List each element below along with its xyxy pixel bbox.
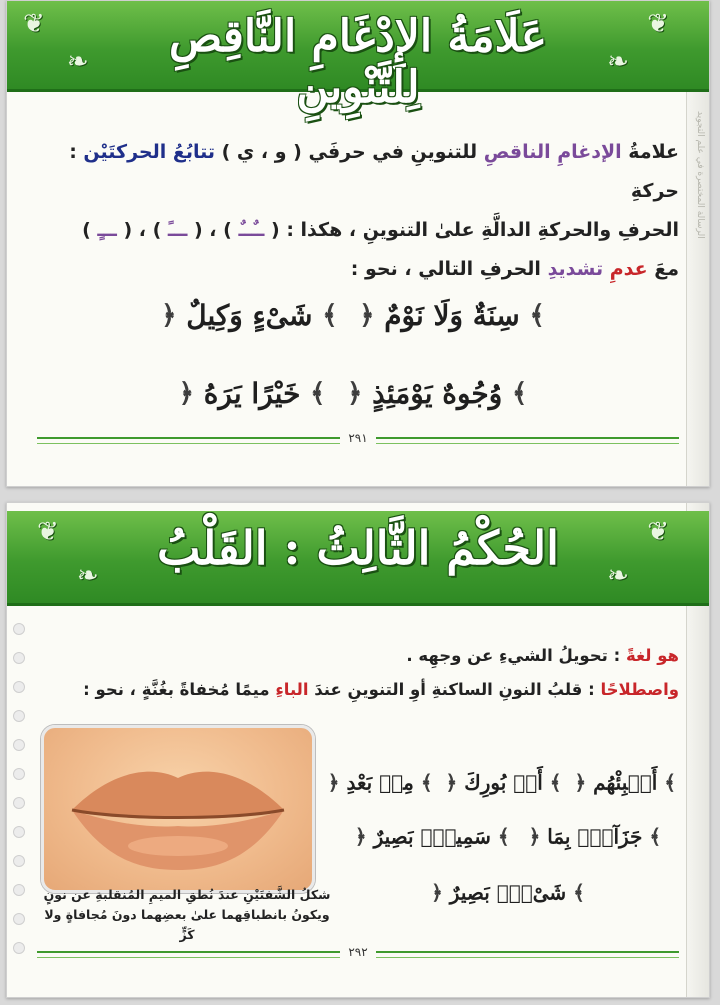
rule-line-3 (31, 250, 679, 289)
text-run: ميمًا مُخفاةً بغُنَّةٍ ، نحو : (83, 680, 276, 699)
close-bracket: ﴿ (327, 770, 340, 795)
side-strip-text: الرسالة المختصرة في علم التجويد (695, 111, 705, 239)
close-bracket: ﴿ (431, 880, 443, 905)
open-bracket: ﴾ (310, 378, 326, 409)
example-item (161, 297, 337, 332)
example-text: سِنَةٌ وَلَا نَوْمٌ (384, 299, 520, 332)
examples-row-3 (337, 879, 679, 905)
text-run: الحرفِ التالي ، نحو : (350, 258, 548, 280)
ornament-icon: ❧ (67, 47, 89, 77)
ornament-icon: ❦ (647, 9, 669, 39)
open-bracket: ﴾ (512, 378, 528, 409)
tanween-dammatain-sign: ــٌــٌ (238, 219, 265, 241)
binder-hole (13, 623, 25, 635)
page-title: عَلَامَةُ الإِدْغَامِ النَّاقِصِ لِلتَّنْوِينِ (168, 11, 548, 113)
close-bracket: ﴿ (574, 770, 587, 795)
image-caption (37, 885, 337, 945)
binder-hole (13, 739, 25, 751)
text-run: : حركةِ (69, 141, 679, 202)
example-text: أَنۢ بُورِكَ (464, 770, 543, 795)
close-bracket: ﴿ (178, 378, 194, 409)
close-bracket: ﴿ (354, 824, 367, 849)
example-item (347, 375, 527, 410)
term-adam: عدمِ (609, 258, 648, 280)
binder-hole (13, 855, 25, 867)
ornament-icon: ❧ (607, 561, 629, 591)
close-bracket: ﴿ (445, 770, 458, 795)
open-bracket: ﴾ (497, 824, 510, 849)
open-bracket: ﴾ (549, 770, 562, 795)
close-bracket: ﴿ (161, 300, 177, 331)
example-item (359, 297, 544, 332)
example-item (355, 823, 510, 849)
term-tatabu: تتابُعُ الحركتَيْن (83, 141, 215, 163)
example-text: وُجُوهٌ يَوْمَئِذٍ (372, 377, 503, 410)
example-text: جَزَآءًۢ بِمَا (547, 824, 643, 849)
rule-paragraph (31, 133, 679, 289)
term-idgham-naqis: الإدغامِ الناقصِ (483, 141, 622, 163)
page-title: الحُكْمُ الثَّالِثُ : القَلْبُ (157, 521, 559, 575)
tanween-kasratain-sign: ـــٍ (97, 219, 117, 241)
example-item (529, 823, 662, 849)
definition-line-1 (31, 639, 679, 673)
text-run: : قلبُ النونِ الساكنةِ أوِ التنوينِ عندَ (308, 680, 601, 699)
page-291 (6, 0, 710, 487)
example-item (446, 769, 562, 795)
definition-paragraph (31, 639, 679, 707)
ornament-icon: ❧ (77, 561, 99, 591)
definition-line-2 (31, 673, 679, 707)
binder-hole (13, 681, 25, 693)
binder-hole (13, 710, 25, 722)
examples-row-2 (337, 823, 679, 849)
page-number-text: ٢٩١ (340, 431, 375, 445)
examples-row-1 (327, 769, 679, 795)
text-run: ) ، ( (116, 219, 168, 241)
binder-holes (13, 623, 27, 971)
ornament-icon: ❧ (607, 47, 629, 77)
example-item (179, 375, 326, 410)
ornament-icon: ❦ (37, 517, 59, 547)
example-text: شَىْءٍ وَكِيلٌ (186, 299, 313, 332)
ornament-icon: ❦ (23, 9, 45, 39)
binder-hole (13, 652, 25, 664)
open-bracket: ﴾ (529, 300, 545, 331)
page-number (7, 945, 709, 959)
close-bracket: ﴿ (359, 300, 375, 331)
open-bracket: ﴾ (649, 824, 662, 849)
text-run: ) ، ( (187, 219, 239, 241)
text-run: للتنوينِ في حرفَي ( و ، ي ) (214, 141, 484, 163)
title-banner (7, 1, 709, 113)
page-292 (6, 502, 710, 998)
open-bracket: ﴾ (573, 880, 585, 905)
text-run: : تحويلُ الشيءِ عن وجهِه . (406, 646, 626, 665)
rule-line-2 (31, 211, 679, 250)
title-banner (7, 511, 709, 606)
text-run: علامةُ (621, 141, 679, 163)
ornament-icon: ❦ (647, 517, 669, 547)
caption-line: شكلُ الشَّفتَيْنِ عندَ نُطقِ الميمِ المُنقلبةِ عن نونٍ (43, 887, 331, 902)
example-text: أَنۢبِئْهُم (593, 770, 658, 795)
caption-line: ويكونُ بانطباقِهما علىٰ بعضِهما دونَ مُجافاةٍ ولا كَزٍّ (44, 907, 330, 942)
binder-hole (13, 797, 25, 809)
examples-row-2 (31, 375, 675, 410)
example-item (328, 769, 433, 795)
text-run: الحرفِ والحركةِ الدالَّةِ علىٰ التنوينِ ، هكذا : ( (264, 219, 679, 241)
example-text: مِنۢ بَعْدِ (346, 770, 414, 795)
text-run: معَ (647, 258, 679, 280)
term-istilahan: واصطلاحًا (600, 680, 679, 699)
tanween-fathatain-sign: ـــً (167, 219, 188, 241)
example-item (431, 879, 585, 905)
term-lughatan: هو لغةً (625, 646, 679, 665)
open-bracket: ﴾ (420, 770, 433, 795)
example-text: سَمِيعٌۢ بَصِيرٌ (373, 824, 491, 849)
binder-hole (13, 884, 25, 896)
page-number (7, 431, 709, 445)
text-run: ) (82, 219, 98, 241)
rule-line-1 (31, 133, 679, 211)
term-tashdid: تشديدِ (547, 258, 604, 280)
term-baa: الباءِ (275, 680, 309, 699)
page-number-text: ٢٩٢ (340, 945, 375, 959)
open-bracket: ﴾ (322, 300, 338, 331)
example-item (574, 769, 676, 795)
example-text: شَىْءٍۭ بَصِيرٌ (449, 880, 567, 905)
close-bracket: ﴿ (528, 824, 541, 849)
binder-hole (13, 826, 25, 838)
open-bracket: ﴾ (664, 770, 676, 795)
binder-hole (13, 913, 25, 925)
example-text: خَيْرًا يَرَهُ (203, 377, 301, 410)
lips-illustration (41, 725, 315, 893)
binder-hole (13, 768, 25, 780)
lips-icon (44, 728, 312, 890)
examples-row-1 (31, 297, 675, 332)
text-run (603, 258, 610, 280)
close-bracket: ﴿ (347, 378, 363, 409)
